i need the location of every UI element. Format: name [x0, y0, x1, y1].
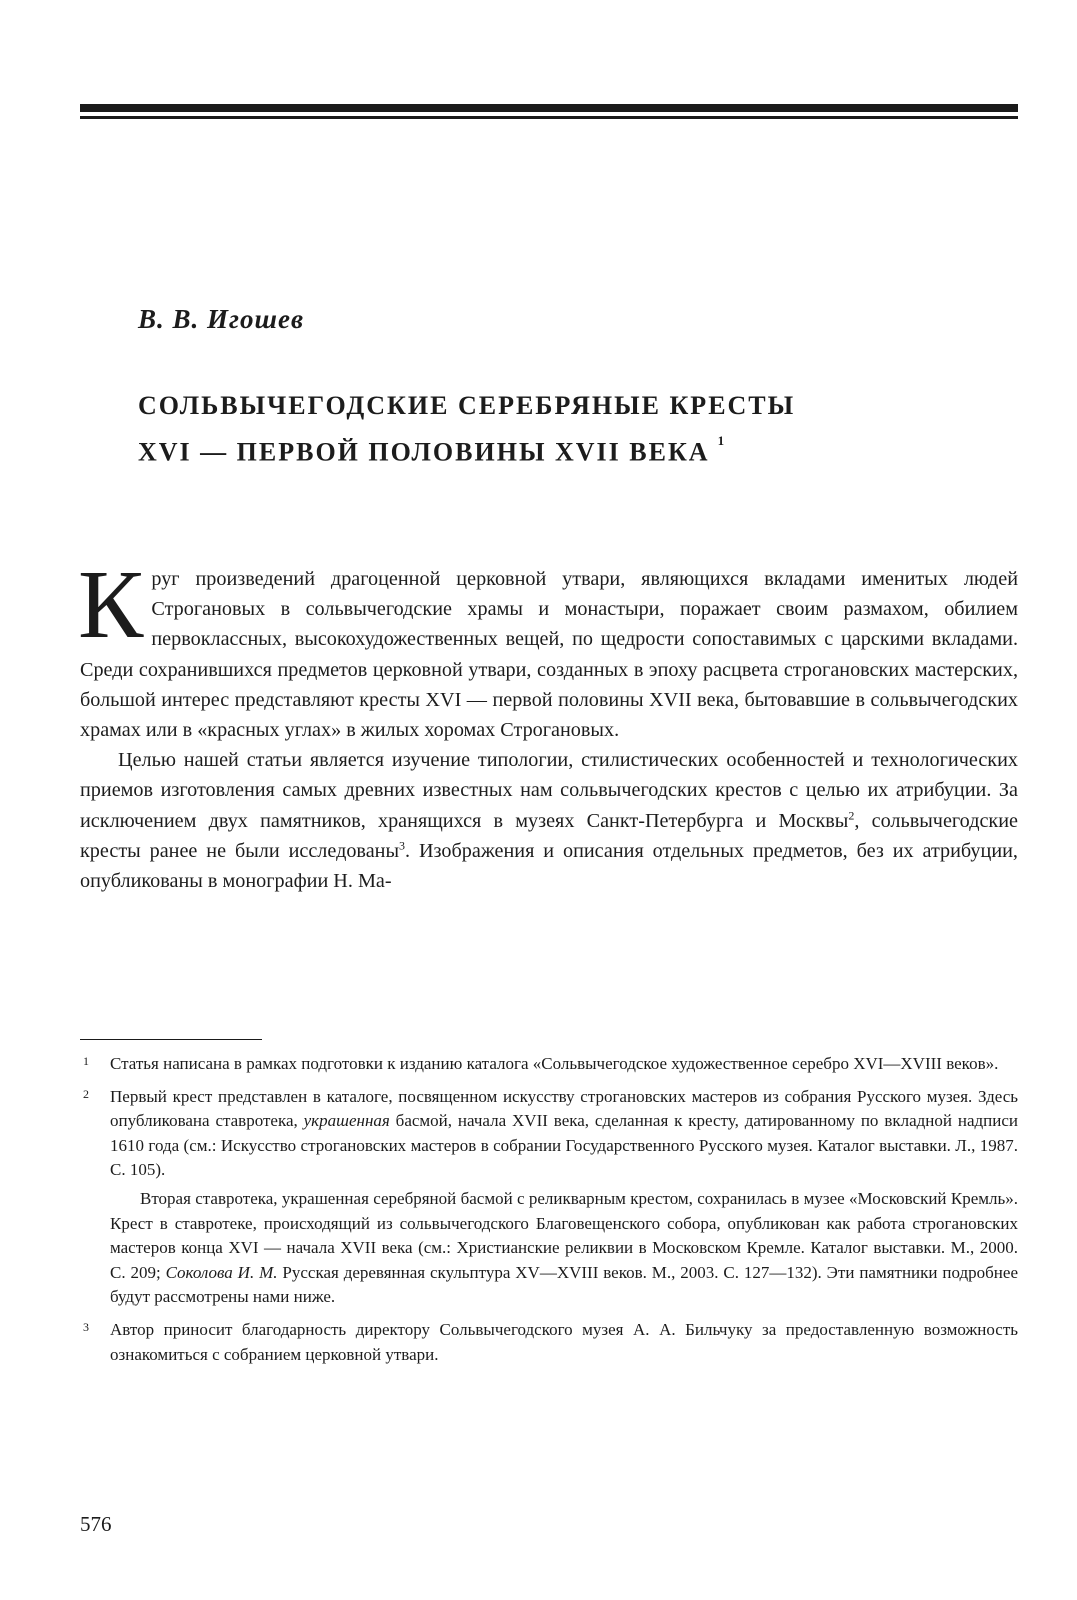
footnote-number: 3 — [83, 1319, 89, 1334]
footnote-1 — [80, 1052, 1018, 1077]
footnote-3 — [80, 1318, 1018, 1367]
footnote-cont-a: Вторая ставротека, украшенная серебряной басмой с реликварным крестом, сохранилась в музее «Московский Кремль». Крест в ставротеке, происходящий из сольвычегодского Благовещенского собора, опубликован как работа строгановских мастеров конца XVI — начала XVII века (см.: Христианские реликвии в Московском Кремле. Каталог выставки. М., 2000. С. 209; — [110, 1188, 1018, 1282]
title-line-1: СОЛЬВЫЧЕГОДСКИЕ СЕРЕБРЯНЫЕ КРЕСТЫ — [138, 391, 796, 420]
footnote-cont-author: Соколова И. М. — [165, 1262, 278, 1282]
page-number: 576 — [80, 1512, 112, 1536]
paragraph-1 — [78, 551, 1018, 745]
paragraph-2 — [80, 745, 1018, 896]
footnote-number: 2 — [83, 1086, 89, 1101]
title-footnote-ref: 1 — [717, 433, 725, 448]
footnote-ref-3: 3 — [399, 838, 406, 853]
footnote-text: Автор приносит благодарность директору Сольвычегодского музея А. А. Бильчуку за предоставленную возможность ознакомиться с собранием церковной утвари. — [110, 1319, 1018, 1364]
footnote-separator — [80, 1039, 262, 1040]
footnote-number: 1 — [83, 1054, 89, 1068]
footnote-text: Статья написана в рамках подготовки к изданию каталога «Сольвычегодское художественное серебро XVI—XVIII веков». — [110, 1054, 999, 1073]
article-body — [78, 551, 1018, 896]
footnote-ref-2: 2 — [848, 807, 855, 822]
footnote-continuation — [110, 1187, 1018, 1310]
paragraph-1-text: руг произведений драгоценной церковной утвари, являющихся вкладами именитых людей Строгановых в сольвычегодские храмы и монастыри, поражает своим размахом, обилием первоклассных, высокохудожественных вещей, по щедрости сопоставимых с царскими вкладами. Среди сохранившихся предметов церковной утвари, созданных в эпоху расцвета строгановских мастерских, большой интерес представляют кресты XVI — первой половины XVII века, бытовавшие в сольвычегодских храмах или в «красных углах» в жилых хоромах Строгановых. — [80, 568, 1018, 742]
author-name: В. В. Игошев — [138, 304, 305, 334]
header-rule-thin — [80, 116, 1018, 119]
footnote-text-italic: украшенная — [303, 1111, 390, 1131]
header-rule-thick — [80, 104, 1018, 112]
footnote-text-b: басмой, начала XVII века, сделанная к кресту, датированному по вкладной надписи 1610 года (см.: Искусство строгановских мастеров в собрании Государственного Русского музея. Каталог выставки. Л., 1987. С. 105). — [110, 1111, 1018, 1180]
footnote-cont-b: Русская деревянная скульптура XV—XVIII веков. М., 2003. С. 127—132). Эти памятники подробнее будут рассмотрены нами ниже. — [110, 1262, 1018, 1307]
footnote-text — [110, 1085, 1018, 1183]
paragraph-2-text-a: Целью нашей статьи является изучение типологии, стилистических особенностей и технологических приемов изготовления самых древних известных нам сольвычегодских крестов с целью их атрибуции. За исключением двух памятников, хранящихся в музеях Санкт-Петербурга и Москвы — [80, 749, 1018, 832]
article-title — [138, 385, 998, 473]
footnote-text-a: Первый крест представлен в каталоге, посвященном искусству строгановских мастеров из собрания Русского музея. Здесь опубликована ставротека, — [110, 1086, 1018, 1131]
paragraph-2-text-c: . Изображения и описания отдельных предметов, без их атрибуции, опубликованы в монографии Н. Ма- — [80, 839, 1018, 893]
title-line-2 — [138, 426, 998, 473]
paragraph-2-text-b: , сольвычегодские кресты ранее не были исследованы — [80, 809, 1018, 862]
title-line-2-text: XVI — ПЕРВОЙ ПОЛОВИНЫ XVII ВЕКА — [138, 437, 710, 467]
footnotes — [80, 1052, 1018, 1375]
drop-cap: К — [78, 551, 144, 659]
footnote-2 — [80, 1085, 1018, 1310]
